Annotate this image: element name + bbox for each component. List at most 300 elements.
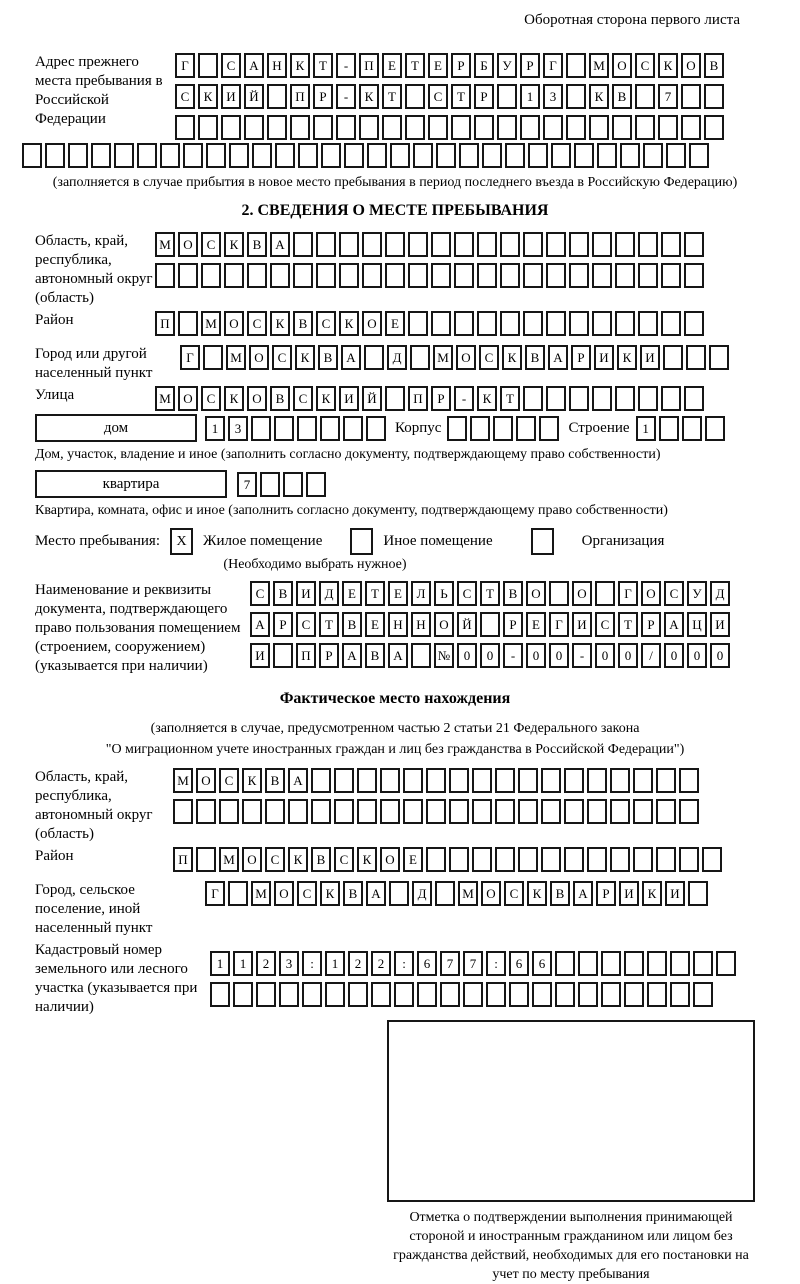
char-cell[interactable] [686,345,706,370]
char-cell[interactable]: 6 [417,951,437,976]
char-cell[interactable] [316,263,336,288]
char-cell[interactable] [283,472,303,497]
char-cell[interactable] [643,143,663,168]
char-cell[interactable] [306,472,326,497]
char-cell[interactable] [320,416,340,441]
char-cell[interactable] [702,847,722,872]
char-cell[interactable] [449,847,469,872]
char-cell[interactable]: С [272,345,292,370]
char-cell[interactable] [198,53,218,78]
char-cell[interactable]: - [336,53,356,78]
char-cell[interactable]: Г [618,581,638,606]
char-cell[interactable]: О [178,386,198,411]
char-cell[interactable] [405,115,425,140]
char-cell[interactable]: Т [382,84,402,109]
char-cell[interactable] [178,263,198,288]
char-cell[interactable] [339,232,359,257]
char-cell[interactable]: Т [451,84,471,109]
char-cell[interactable]: 7 [463,951,483,976]
char-cell[interactable]: Р [520,53,540,78]
char-cell[interactable] [362,263,382,288]
char-cell[interactable] [661,386,681,411]
char-cell[interactable]: О [456,345,476,370]
char-cell[interactable]: К [224,386,244,411]
char-cell[interactable] [173,799,193,824]
stay-type-checkbox-other[interactable] [350,528,373,555]
char-cell[interactable]: Т [405,53,425,78]
char-cell[interactable]: - [503,643,523,668]
char-cell[interactable]: 0 [595,643,615,668]
char-cell[interactable] [480,612,500,637]
char-cell[interactable] [578,951,598,976]
char-cell[interactable] [518,799,538,824]
char-cell[interactable] [587,847,607,872]
char-cell[interactable]: Е [365,612,385,637]
char-cell[interactable] [555,982,575,1007]
char-cell[interactable] [290,115,310,140]
char-cell[interactable]: Д [319,581,339,606]
char-cell[interactable] [366,416,386,441]
char-cell[interactable]: К [288,847,308,872]
char-cell[interactable]: Н [411,612,431,637]
char-cell[interactable]: О [526,581,546,606]
char-cell[interactable]: Ц [687,612,707,637]
char-cell[interactable] [183,143,203,168]
char-cell[interactable]: Р [313,84,333,109]
char-cell[interactable]: К [477,386,497,411]
char-cell[interactable] [523,232,543,257]
char-cell[interactable] [447,416,467,441]
char-cell[interactable] [426,768,446,793]
char-cell[interactable]: С [175,84,195,109]
char-cell[interactable] [564,768,584,793]
char-cell[interactable]: М [251,881,271,906]
char-cell[interactable] [546,263,566,288]
char-cell[interactable] [459,143,479,168]
char-cell[interactable]: В [311,847,331,872]
char-cell[interactable] [523,386,543,411]
char-cell[interactable]: : [394,951,414,976]
char-cell[interactable] [592,386,612,411]
char-cell[interactable]: П [408,386,428,411]
char-cell[interactable] [390,143,410,168]
char-cell[interactable] [380,768,400,793]
char-cell[interactable] [405,84,425,109]
char-cell[interactable]: К [270,311,290,336]
char-cell[interactable] [196,799,216,824]
char-cell[interactable]: М [173,768,193,793]
char-cell[interactable]: П [155,311,175,336]
char-cell[interactable] [477,311,497,336]
char-cell[interactable]: Т [313,53,333,78]
char-cell[interactable] [436,143,456,168]
char-cell[interactable]: Е [526,612,546,637]
char-cell[interactable]: Н [267,53,287,78]
char-cell[interactable]: К [198,84,218,109]
char-cell[interactable]: С [265,847,285,872]
char-cell[interactable] [275,143,295,168]
char-cell[interactable] [364,345,384,370]
char-cell[interactable]: Й [244,84,264,109]
char-cell[interactable] [633,799,653,824]
char-cell[interactable]: С [664,581,684,606]
char-cell[interactable] [454,263,474,288]
char-cell[interactable] [658,115,678,140]
char-cell[interactable] [684,311,704,336]
char-cell[interactable] [45,143,65,168]
char-cell[interactable] [497,115,517,140]
char-cell[interactable]: 1 [520,84,540,109]
char-cell[interactable]: Й [362,386,382,411]
char-cell[interactable] [298,143,318,168]
char-cell[interactable]: Р [273,612,293,637]
char-cell[interactable] [472,847,492,872]
char-cell[interactable] [679,799,699,824]
char-cell[interactable] [595,581,615,606]
char-cell[interactable]: О [362,311,382,336]
char-cell[interactable] [679,847,699,872]
char-cell[interactable] [431,263,451,288]
char-cell[interactable]: № [434,643,454,668]
char-cell[interactable]: И [339,386,359,411]
char-cell[interactable] [705,416,725,441]
char-cell[interactable] [659,416,679,441]
char-cell[interactable]: К [658,53,678,78]
char-cell[interactable]: С [201,386,221,411]
char-cell[interactable]: О [247,386,267,411]
char-cell[interactable]: Р [596,881,616,906]
char-cell[interactable] [311,768,331,793]
char-cell[interactable] [523,311,543,336]
char-cell[interactable]: О [380,847,400,872]
char-cell[interactable] [656,768,676,793]
char-cell[interactable] [321,143,341,168]
char-cell[interactable]: А [573,881,593,906]
char-cell[interactable] [635,115,655,140]
char-cell[interactable]: 7 [237,472,257,497]
char-cell[interactable] [574,143,594,168]
char-cell[interactable]: 0 [480,643,500,668]
char-cell[interactable] [22,143,42,168]
char-cell[interactable] [624,982,644,1007]
char-cell[interactable]: 3 [279,951,299,976]
char-cell[interactable]: С [334,847,354,872]
char-cell[interactable] [210,982,230,1007]
char-cell[interactable]: М [201,311,221,336]
char-cell[interactable] [546,311,566,336]
char-cell[interactable] [555,951,575,976]
char-cell[interactable]: И [250,643,270,668]
char-cell[interactable] [463,982,483,1007]
char-cell[interactable]: К [316,386,336,411]
char-cell[interactable] [518,847,538,872]
char-cell[interactable] [523,263,543,288]
char-cell[interactable]: П [290,84,310,109]
char-cell[interactable]: С [504,881,524,906]
char-cell[interactable] [497,84,517,109]
char-cell[interactable] [592,263,612,288]
char-cell[interactable] [500,263,520,288]
char-cell[interactable]: С [297,881,317,906]
char-cell[interactable]: О [178,232,198,257]
char-cell[interactable] [242,799,262,824]
char-cell[interactable]: Й [457,612,477,637]
char-cell[interactable] [313,115,333,140]
char-cell[interactable]: Н [388,612,408,637]
char-cell[interactable]: 6 [532,951,552,976]
char-cell[interactable] [431,311,451,336]
char-cell[interactable] [279,982,299,1007]
char-cell[interactable] [273,643,293,668]
char-cell[interactable] [693,951,713,976]
char-cell[interactable]: В [318,345,338,370]
char-cell[interactable]: В [612,84,632,109]
char-cell[interactable]: 1 [233,951,253,976]
char-cell[interactable] [566,53,586,78]
char-cell[interactable]: К [617,345,637,370]
char-cell[interactable] [500,232,520,257]
char-cell[interactable] [325,982,345,1007]
char-cell[interactable] [647,982,667,1007]
char-cell[interactable]: Д [387,345,407,370]
char-cell[interactable] [532,982,552,1007]
char-cell[interactable]: В [270,386,290,411]
char-cell[interactable]: С [428,84,448,109]
char-cell[interactable] [615,232,635,257]
char-cell[interactable] [546,232,566,257]
char-cell[interactable]: К [357,847,377,872]
char-cell[interactable] [597,143,617,168]
char-cell[interactable]: В [365,643,385,668]
char-cell[interactable] [389,881,409,906]
char-cell[interactable] [175,115,195,140]
char-cell[interactable]: С [250,581,270,606]
char-cell[interactable] [670,982,690,1007]
char-cell[interactable] [288,799,308,824]
char-cell[interactable] [566,84,586,109]
char-cell[interactable] [624,951,644,976]
char-cell[interactable] [539,416,559,441]
char-cell[interactable] [612,115,632,140]
char-cell[interactable] [684,386,704,411]
char-cell[interactable] [615,386,635,411]
char-cell[interactable] [592,311,612,336]
char-cell[interactable] [229,143,249,168]
char-cell[interactable]: - [454,386,474,411]
char-cell[interactable]: Т [319,612,339,637]
char-cell[interactable]: И [710,612,730,637]
char-cell[interactable] [380,799,400,824]
char-cell[interactable]: И [572,612,592,637]
char-cell[interactable] [219,799,239,824]
char-cell[interactable] [546,386,566,411]
char-cell[interactable] [221,115,241,140]
char-cell[interactable] [91,143,111,168]
char-cell[interactable]: П [359,53,379,78]
char-cell[interactable] [541,847,561,872]
char-cell[interactable]: 0 [526,643,546,668]
char-cell[interactable] [385,263,405,288]
char-cell[interactable] [302,982,322,1007]
char-cell[interactable]: Г [543,53,563,78]
char-cell[interactable]: Т [618,612,638,637]
char-cell[interactable]: К [642,881,662,906]
char-cell[interactable] [247,263,267,288]
char-cell[interactable]: С [221,53,241,78]
char-cell[interactable]: О [481,881,501,906]
char-cell[interactable]: 0 [687,643,707,668]
char-cell[interactable] [638,232,658,257]
char-cell[interactable] [661,263,681,288]
char-cell[interactable] [541,768,561,793]
char-cell[interactable]: Р [319,643,339,668]
char-cell[interactable]: А [288,768,308,793]
char-cell[interactable] [343,416,363,441]
char-cell[interactable] [689,143,709,168]
char-cell[interactable] [638,311,658,336]
char-cell[interactable] [206,143,226,168]
char-cell[interactable]: 2 [348,951,368,976]
char-cell[interactable] [693,982,713,1007]
char-cell[interactable]: М [458,881,478,906]
char-cell[interactable]: Р [641,612,661,637]
char-cell[interactable]: В [293,311,313,336]
char-cell[interactable]: С [296,612,316,637]
char-cell[interactable]: О [224,311,244,336]
char-cell[interactable] [493,416,513,441]
char-cell[interactable] [454,232,474,257]
char-cell[interactable] [408,311,428,336]
char-cell[interactable] [505,143,525,168]
char-cell[interactable] [704,84,724,109]
char-cell[interactable]: В [550,881,570,906]
char-cell[interactable] [601,951,621,976]
char-cell[interactable]: Е [342,581,362,606]
char-cell[interactable]: Е [428,53,448,78]
char-cell[interactable] [633,768,653,793]
char-cell[interactable] [293,263,313,288]
char-cell[interactable] [293,232,313,257]
char-cell[interactable]: 1 [205,416,225,441]
char-cell[interactable] [311,799,331,824]
char-cell[interactable] [137,143,157,168]
char-cell[interactable] [336,115,356,140]
char-cell[interactable] [114,143,134,168]
char-cell[interactable] [274,416,294,441]
char-cell[interactable]: 2 [371,951,391,976]
char-cell[interactable] [569,386,589,411]
char-cell[interactable] [228,881,248,906]
char-cell[interactable]: О [274,881,294,906]
char-cell[interactable] [569,263,589,288]
char-cell[interactable] [635,84,655,109]
char-cell[interactable] [160,143,180,168]
char-cell[interactable]: М [219,847,239,872]
char-cell[interactable]: М [226,345,246,370]
char-cell[interactable] [509,982,529,1007]
char-cell[interactable]: С [635,53,655,78]
char-cell[interactable] [716,951,736,976]
char-cell[interactable]: 0 [710,643,730,668]
char-cell[interactable]: Т [500,386,520,411]
char-cell[interactable] [684,263,704,288]
char-cell[interactable] [334,799,354,824]
char-cell[interactable] [394,982,414,1007]
char-cell[interactable]: Р [571,345,591,370]
char-cell[interactable] [410,345,430,370]
char-cell[interactable]: О [572,581,592,606]
char-cell[interactable] [385,232,405,257]
char-cell[interactable] [587,799,607,824]
char-cell[interactable]: Т [480,581,500,606]
char-cell[interactable] [564,799,584,824]
char-cell[interactable]: Р [474,84,494,109]
char-cell[interactable] [663,345,683,370]
char-cell[interactable] [270,263,290,288]
char-cell[interactable]: И [594,345,614,370]
char-cell[interactable]: Л [411,581,431,606]
char-cell[interactable] [408,263,428,288]
char-cell[interactable] [688,881,708,906]
char-cell[interactable] [472,768,492,793]
char-cell[interactable]: 6 [509,951,529,976]
char-cell[interactable] [615,263,635,288]
char-cell[interactable] [408,232,428,257]
char-cell[interactable]: В [525,345,545,370]
char-cell[interactable] [382,115,402,140]
char-cell[interactable] [417,982,437,1007]
char-cell[interactable]: К [589,84,609,109]
char-cell[interactable] [411,643,431,668]
char-cell[interactable]: О [612,53,632,78]
char-cell[interactable] [647,951,667,976]
char-cell[interactable]: К [224,232,244,257]
char-cell[interactable] [569,311,589,336]
char-cell[interactable]: К [527,881,547,906]
char-cell[interactable]: С [595,612,615,637]
char-cell[interactable]: И [221,84,241,109]
char-cell[interactable] [371,982,391,1007]
char-cell[interactable]: Г [549,612,569,637]
char-cell[interactable]: М [155,386,175,411]
char-cell[interactable]: Е [385,311,405,336]
char-cell[interactable] [587,768,607,793]
char-cell[interactable] [385,386,405,411]
char-cell[interactable]: Р [451,53,471,78]
char-cell[interactable]: Г [205,881,225,906]
char-cell[interactable] [339,263,359,288]
char-cell[interactable] [551,143,571,168]
char-cell[interactable] [610,768,630,793]
char-cell[interactable] [589,115,609,140]
char-cell[interactable] [615,311,635,336]
char-cell[interactable]: И [665,881,685,906]
char-cell[interactable]: С [247,311,267,336]
char-cell[interactable] [431,232,451,257]
char-cell[interactable]: С [293,386,313,411]
char-cell[interactable]: Г [180,345,200,370]
char-cell[interactable]: Ь [434,581,454,606]
char-cell[interactable] [267,115,287,140]
char-cell[interactable]: К [242,768,262,793]
char-cell[interactable] [516,416,536,441]
char-cell[interactable]: А [388,643,408,668]
char-cell[interactable] [428,115,448,140]
char-cell[interactable]: 0 [618,643,638,668]
char-cell[interactable]: Е [382,53,402,78]
char-cell[interactable] [403,799,423,824]
char-cell[interactable]: М [155,232,175,257]
